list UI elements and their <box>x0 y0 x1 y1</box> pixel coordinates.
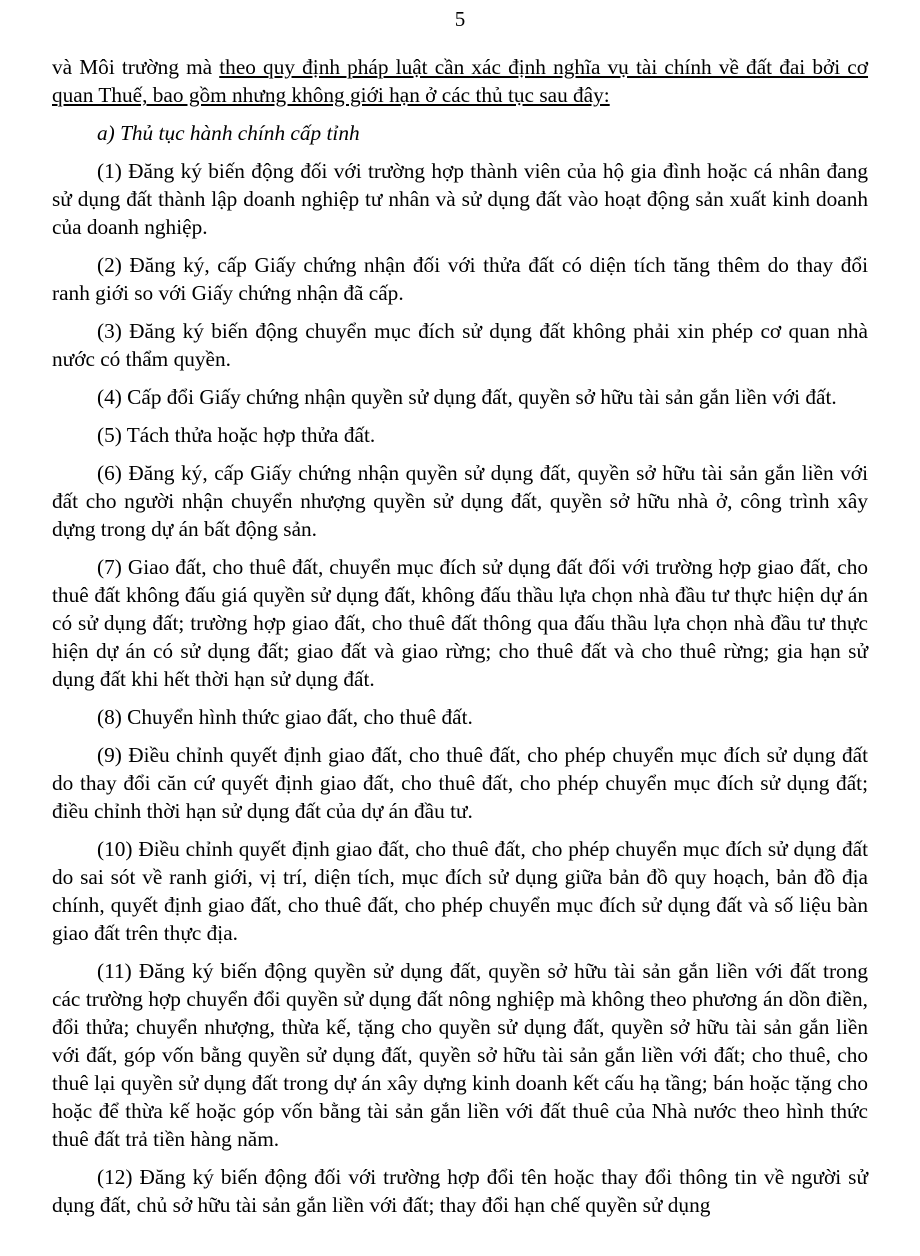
procedure-item-1: (1) Đăng ký biến động đối với trường hợp thành viên của hộ gia đình hoặc cá nhân đang sử dụng đất thành lập doanh nghiệp tư nhân và sử dụng đất vào hoạt động sản xuất kinh doanh của doanh nghiệp. <box>52 159 868 239</box>
intro-text-underlined: theo quy định pháp luật cần xác định nghĩa vụ tài chính về đất đai bởi cơ quan Thuế, bao gồm nhưng không giới hạn ở các thủ tục sau đây: <box>52 55 869 107</box>
procedure-item-7: (7) Giao đất, cho thuê đất, chuyển mục đích sử dụng đất đối với trường hợp giao đất, cho thuê đất không đấu giá quyền sử dụng đất, không đấu thầu lựa chọn nhà đầu tư thực hiện dự án có sử dụng đất; trường hợp giao đất, cho thuê đất thông qua đấu thầu lựa chọn nhà đầu tư thực hiện dự án có sử dụng đất; giao đất và giao rừng; cho thuê đất và cho thuê rừng; gia hạn sử dụng đất khi hết thời hạn sử dụng đất. <box>52 555 868 691</box>
intro-paragraph <box>52 53 868 109</box>
procedure-item-2: (2) Đăng ký, cấp Giấy chứng nhận đối với thửa đất có diện tích tăng thêm do thay đổi ranh giới so với Giấy chứng nhận đã cấp. <box>52 253 868 305</box>
document-body <box>52 53 868 1219</box>
intro-text-normal: và Môi trường mà <box>52 55 220 79</box>
procedure-item-10: (10) Điều chỉnh quyết định giao đất, cho thuê đất, cho phép chuyển mục đích sử dụng đất do sai sót về ranh giới, vị trí, diện tích, mục đích sử dụng giữa bản đồ quy hoạch, bản đồ địa chính, quyết định giao đất, cho thuê đất, cho phép chuyển mục đích sử dụng đất và số liệu bàn giao đất trên thực địa. <box>52 837 868 945</box>
procedure-item-8: (8) Chuyển hình thức giao đất, cho thuê đất. <box>97 705 473 729</box>
page-number: 5 <box>454 7 466 31</box>
procedure-item-12: (12) Đăng ký biến động đối với trường hợp đổi tên hoặc thay đổi thông tin về người sử dụng đất, chủ sở hữu tài sản gắn liền với đất; thay đổi hạn chế quyền sử dụng <box>52 1165 868 1217</box>
procedure-item-6: (6) Đăng ký, cấp Giấy chứng nhận quyền sử dụng đất, quyền sở hữu tài sản gắn liền với đất cho người nhận chuyển nhượng quyền sử dụng đất, quyền sở hữu nhà ở, công trình xây dựng trong dự án bất động sản. <box>52 461 868 541</box>
procedure-item-5: (5) Tách thửa hoặc hợp thửa đất. <box>97 423 376 447</box>
section-heading-a: a) Thủ tục hành chính cấp tỉnh <box>97 121 360 145</box>
procedure-item-11: (11) Đăng ký biến động quyền sử dụng đất, quyền sở hữu tài sản gắn liền với đất trong các trường hợp chuyển đổi quyền sử dụng đất nông nghiệp mà không theo phương án dồn điền, đổi thửa; chuyển nhượng, thừa kế, tặng cho quyền sử dụng đất, quyền sở hữu tài sản gắn liền với đất, góp vốn bằng quyền sử dụng đất, quyền sở hữu tài sản gắn liền với đất; cho thuê, cho thuê lại quyền sử dụng đất trong dự án xây dựng kinh doanh kết cấu hạ tầng; bán hoặc tặng cho hoặc để thừa kế hoặc góp vốn bằng tài sản gắn liền với đất thuê của Nhà nước theo hình thức thuê đất trả tiền hàng năm. <box>52 959 868 1151</box>
procedure-item-3: (3) Đăng ký biến động chuyển mục đích sử dụng đất không phải xin phép cơ quan nhà nước có thẩm quyền. <box>52 319 868 371</box>
procedure-item-9: (9) Điều chỉnh quyết định giao đất, cho thuê đất, cho phép chuyển mục đích sử dụng đất do thay đổi căn cứ quyết định giao đất, cho thuê đất, cho phép chuyển mục đích sử dụng đất; điều chỉnh thời hạn sử dụng đất của dự án đầu tư. <box>52 743 868 823</box>
procedure-item-4: (4) Cấp đổi Giấy chứng nhận quyền sử dụng đất, quyền sở hữu tài sản gắn liền với đất. <box>97 385 837 409</box>
